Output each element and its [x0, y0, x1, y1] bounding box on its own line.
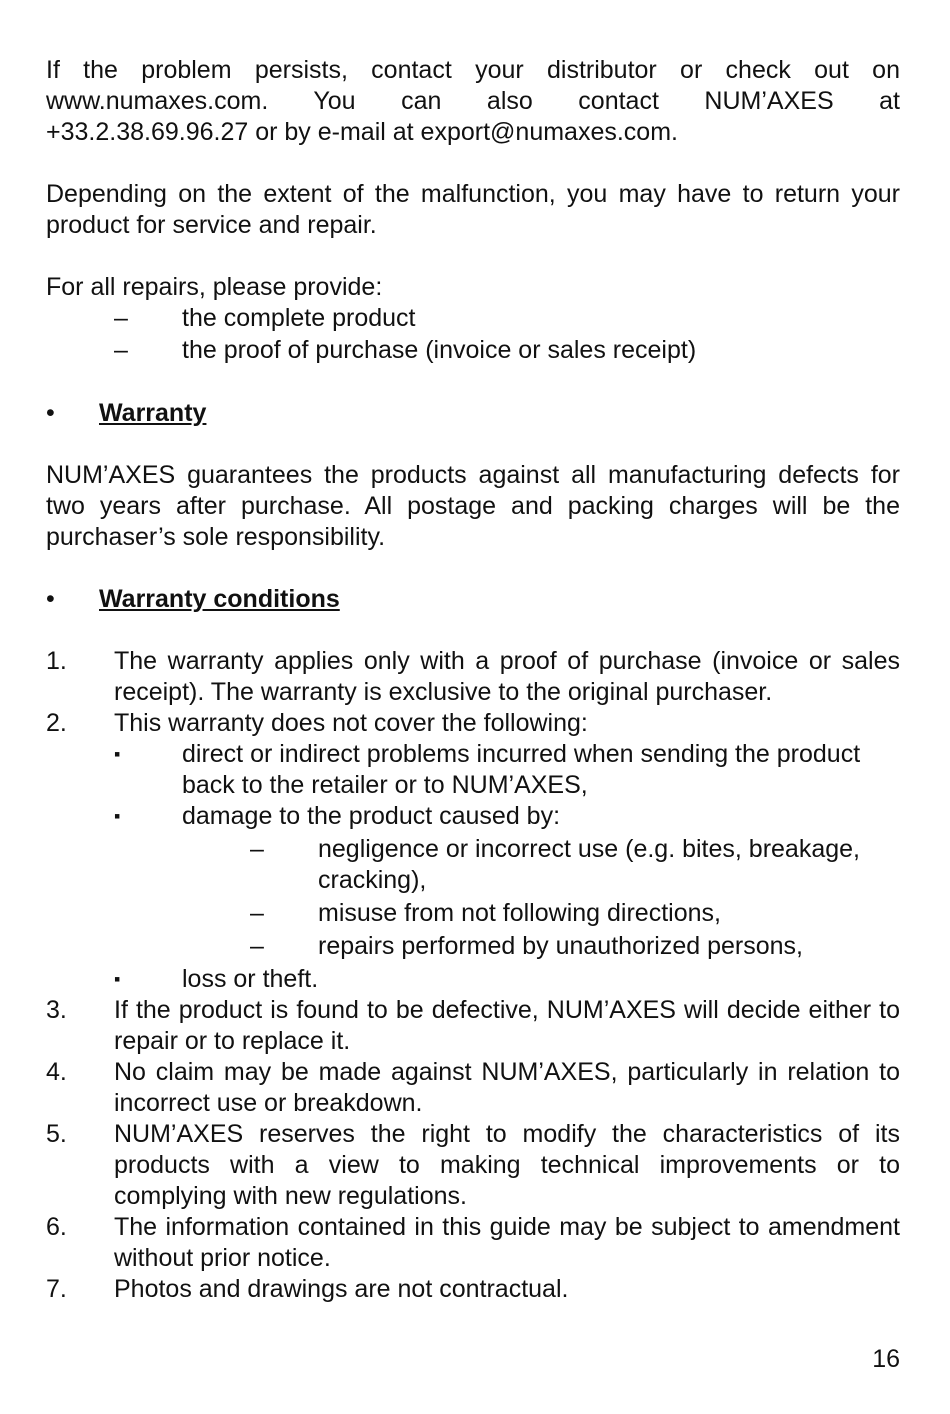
- item-number: 7.: [46, 1275, 67, 1303]
- exclusion-item: [46, 964, 900, 995]
- warranty-heading: [46, 398, 900, 429]
- repairs-item: [46, 303, 900, 335]
- dash-marker: –: [250, 932, 264, 960]
- item-number: 2.: [46, 709, 67, 737]
- item-number: 4.: [46, 1058, 67, 1086]
- condition-item-6: [46, 1212, 900, 1274]
- repairs-item-text: the complete product: [182, 304, 416, 332]
- item-number: 1.: [46, 647, 67, 675]
- exclusion-text: direct or indirect problems incurred when sending the product back to the retailer or to NUM’AXES,: [182, 740, 861, 799]
- square-bullet-marker: ▪: [114, 969, 121, 989]
- condition-item-4: [46, 1057, 900, 1119]
- condition-item-5: [46, 1119, 900, 1212]
- dash-marker: –: [114, 336, 128, 364]
- intro-line-3: +33.2.38.69.96.27 or by e-mail at export@numaxes.com.: [46, 118, 678, 146]
- condition-item-3: [46, 995, 900, 1057]
- repairs-item: [46, 335, 900, 367]
- condition-text: This warranty does not cover the following:: [114, 709, 588, 737]
- exclusion-text: loss or theft.: [182, 965, 319, 993]
- repairs-lead: For all repairs, please provide:: [46, 273, 383, 301]
- condition-item-7: [46, 1274, 900, 1305]
- item-number: 5.: [46, 1120, 67, 1148]
- condition-text: Photos and drawings are not contractual.: [114, 1275, 569, 1303]
- condition-item-1: [46, 646, 900, 708]
- condition-text: The warranty applies only with a proof of purchase (invoice or sales receipt). The warranty is exclusive to the original purchaser.: [114, 647, 900, 706]
- item-number: 6.: [46, 1213, 67, 1241]
- conditions-heading-text: Warranty conditions: [99, 585, 340, 613]
- damage-cause-item: [46, 898, 900, 929]
- square-bullet-marker: ▪: [114, 744, 121, 764]
- document-page: [46, 55, 900, 1305]
- damage-cause-item: [46, 931, 900, 962]
- warranty-heading-text: Warranty: [99, 399, 207, 427]
- intro-paragraph: [46, 55, 900, 148]
- intro-line-2: www.numaxes.com. You can also contact NUM’AXES at: [46, 87, 900, 115]
- condition-text: If the product is found to be defective, NUM’AXES will decide either to repair or to replace it.: [114, 996, 900, 1055]
- conditions-heading: [46, 584, 900, 615]
- bullet-marker: •: [46, 585, 55, 613]
- exclusion-item: [46, 801, 900, 832]
- warranty-paragraph: NUM’AXES guarantees the products against all manufacturing defects for two years after purchase. All postage and packing charges will be the purchaser’s sole responsibility.: [46, 461, 900, 551]
- square-bullet-marker: ▪: [114, 806, 121, 826]
- repairs-item-text: the proof of purchase (invoice or sales receipt): [182, 336, 697, 364]
- page-number: 16: [872, 1345, 900, 1373]
- condition-item-2: [46, 708, 900, 739]
- malfunction-paragraph: Depending on the extent of the malfunction, you may have to return your product for service and repair.: [46, 180, 900, 239]
- exclusion-text: damage to the product caused by:: [182, 802, 561, 830]
- condition-text: The information contained in this guide may be subject to amendment without prior notice.: [114, 1213, 900, 1272]
- intro-line-1: If the problem persists, contact your distributor or check out on: [46, 56, 900, 84]
- damage-cause-text: repairs performed by unauthorized persons,: [318, 932, 803, 960]
- condition-text: NUM’AXES reserves the right to modify the characteristics of its products with a view to making technical improvements or to complying with new regulations.: [114, 1120, 900, 1210]
- dash-marker: –: [250, 899, 264, 927]
- dash-marker: –: [114, 304, 128, 332]
- item-number: 3.: [46, 996, 67, 1024]
- damage-cause-item: [46, 834, 900, 896]
- damage-cause-text: misuse from not following directions,: [318, 899, 721, 927]
- bullet-marker: •: [46, 399, 55, 427]
- exclusion-item: [46, 739, 900, 801]
- damage-cause-text: negligence or incorrect use (e.g. bites, breakage, cracking),: [318, 835, 860, 894]
- condition-text: No claim may be made against NUM’AXES, particularly in relation to incorrect use or breakdown.: [114, 1058, 900, 1117]
- dash-marker: –: [250, 835, 264, 863]
